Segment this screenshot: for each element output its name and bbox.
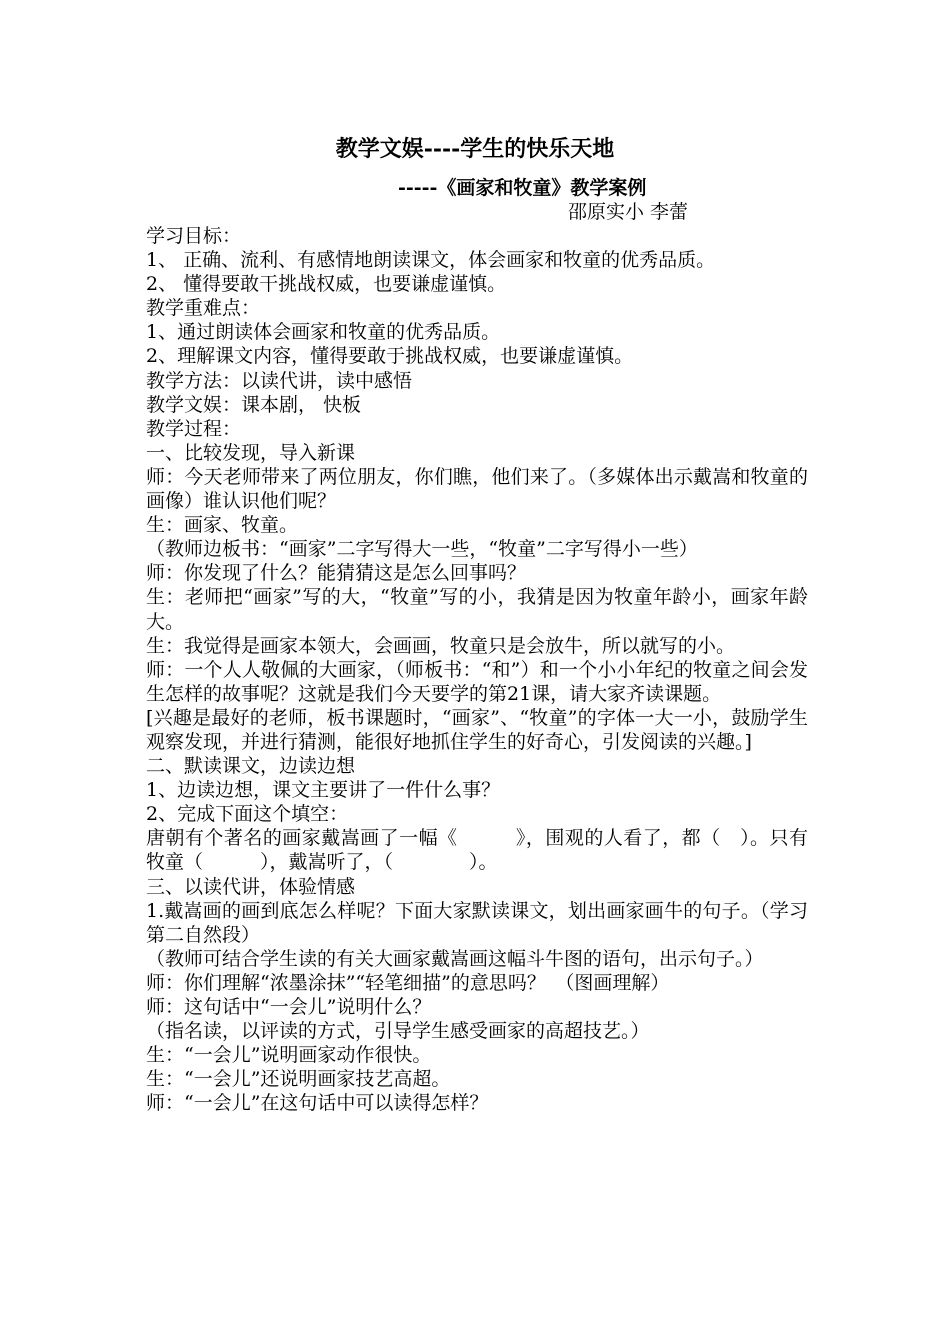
paragraph: 教学过程： — [146, 417, 242, 440]
paragraph: 生：“一会儿”说明画家动作很快。 — [146, 1044, 432, 1067]
paragraph: 生：我觉得是画家本领大，会画画，牧童只是会放牛，所以就写的小。 — [146, 634, 736, 657]
paragraph: 师：你们理解“浓墨涂抹”“轻笔细描”的意思吗？ （图画理解） — [146, 971, 670, 994]
paragraph: 1、边读边想，课文主要讲了一件什么事？ — [146, 779, 501, 802]
paragraph: 师：一个人人敬佩的大画家，（师板书：“和”）和一个小小年纪的牧童之间会发生怎样的故事呢？这就是我们今天要学的第21课，请大家齐读课题。 — [146, 658, 808, 705]
paragraph: 1.戴嵩画的画到底怎么样呢？下面大家默读课文，划出画家画牛的句子。（学习第二自然段） — [146, 899, 808, 946]
paragraph: （教师边板书：“画家”二字写得大一些，“牧童”二字写得小一些） — [146, 538, 698, 561]
paragraph: 2、完成下面这个填空： — [146, 803, 349, 826]
document-title: 教学文娱----学生的快乐天地 — [335, 136, 615, 162]
paragraph: 生：“一会儿”还说明画家技艺高超。 — [146, 1068, 451, 1091]
paragraph: 生：画家、牧童。 — [146, 514, 299, 537]
paragraph: 唐朝有个著名的画家戴嵩画了一幅《 》，围观的人看了，都（ ）。只有牧童（ ），戴嵩听了，（ ）。 — [146, 827, 808, 874]
paragraph: 师：今天老师带来了两位朋友，你们瞧，他们来了。（多媒体出示戴嵩和牧童的画像）谁认识他们呢？ — [146, 465, 808, 513]
paragraph: 师：“一会儿”在这句话中可以读得怎样？ — [146, 1092, 489, 1115]
paragraph: 1、通过朗读体会画家和牧童的优秀品质。 — [146, 321, 501, 344]
paragraph: 2、 懂得要敢干挑战权威，也要谦虚谨慎。 — [146, 273, 507, 296]
paragraph: 学习目标： — [146, 225, 242, 247]
paragraph: 2、理解课文内容，懂得要敢于挑战权威，也要谦虚谨慎。 — [146, 345, 634, 368]
paragraph: 生：老师把“画家”写的大，“牧童”写的小，我猜是因为牧童年龄小，画家年龄大。 — [146, 586, 808, 633]
paragraph: 三、以读代讲，体验情感 — [146, 875, 356, 898]
paragraph: （教师可结合学生读的有关大画家戴嵩画这幅斗牛图的语句，出示句子。） — [146, 947, 764, 970]
document-author: 邵原实小 李蕾 — [568, 201, 689, 223]
paragraph: 1、 正确、流利、有感情地朗读课文，体会画家和牧童的优秀品质。 — [146, 249, 716, 272]
paragraph: 教学重难点： — [146, 297, 261, 320]
paragraph: 一、比较发现，导入新课 — [146, 441, 356, 464]
paragraph: [兴趣是最好的老师，板书课题时，“画家”、“牧童”的字体一大一小，鼓励学生观察发现，并进行猜测，能很好地抓住学生的好奇心，引发阅读的兴趣。] — [146, 706, 808, 753]
paragraph: 教学文娱：课本剧， 快板 — [146, 393, 362, 416]
paragraph: 教学方法：以读代讲，读中感悟 — [146, 369, 413, 392]
paragraph: 师：你发现了什么？能猜猜这是怎么回事吗？ — [146, 562, 527, 585]
document-subtitle: -----《画家和牧童》教学案例 — [398, 177, 647, 199]
paragraph: 二、默读课文，边读边想 — [146, 755, 356, 778]
paragraph: （指名读，以评读的方式，引导学生感受画家的高超技艺。） — [146, 1020, 650, 1043]
document-body — [146, 224, 808, 1115]
paragraph: 师：这句话中“一会儿”说明什么？ — [146, 996, 432, 1018]
